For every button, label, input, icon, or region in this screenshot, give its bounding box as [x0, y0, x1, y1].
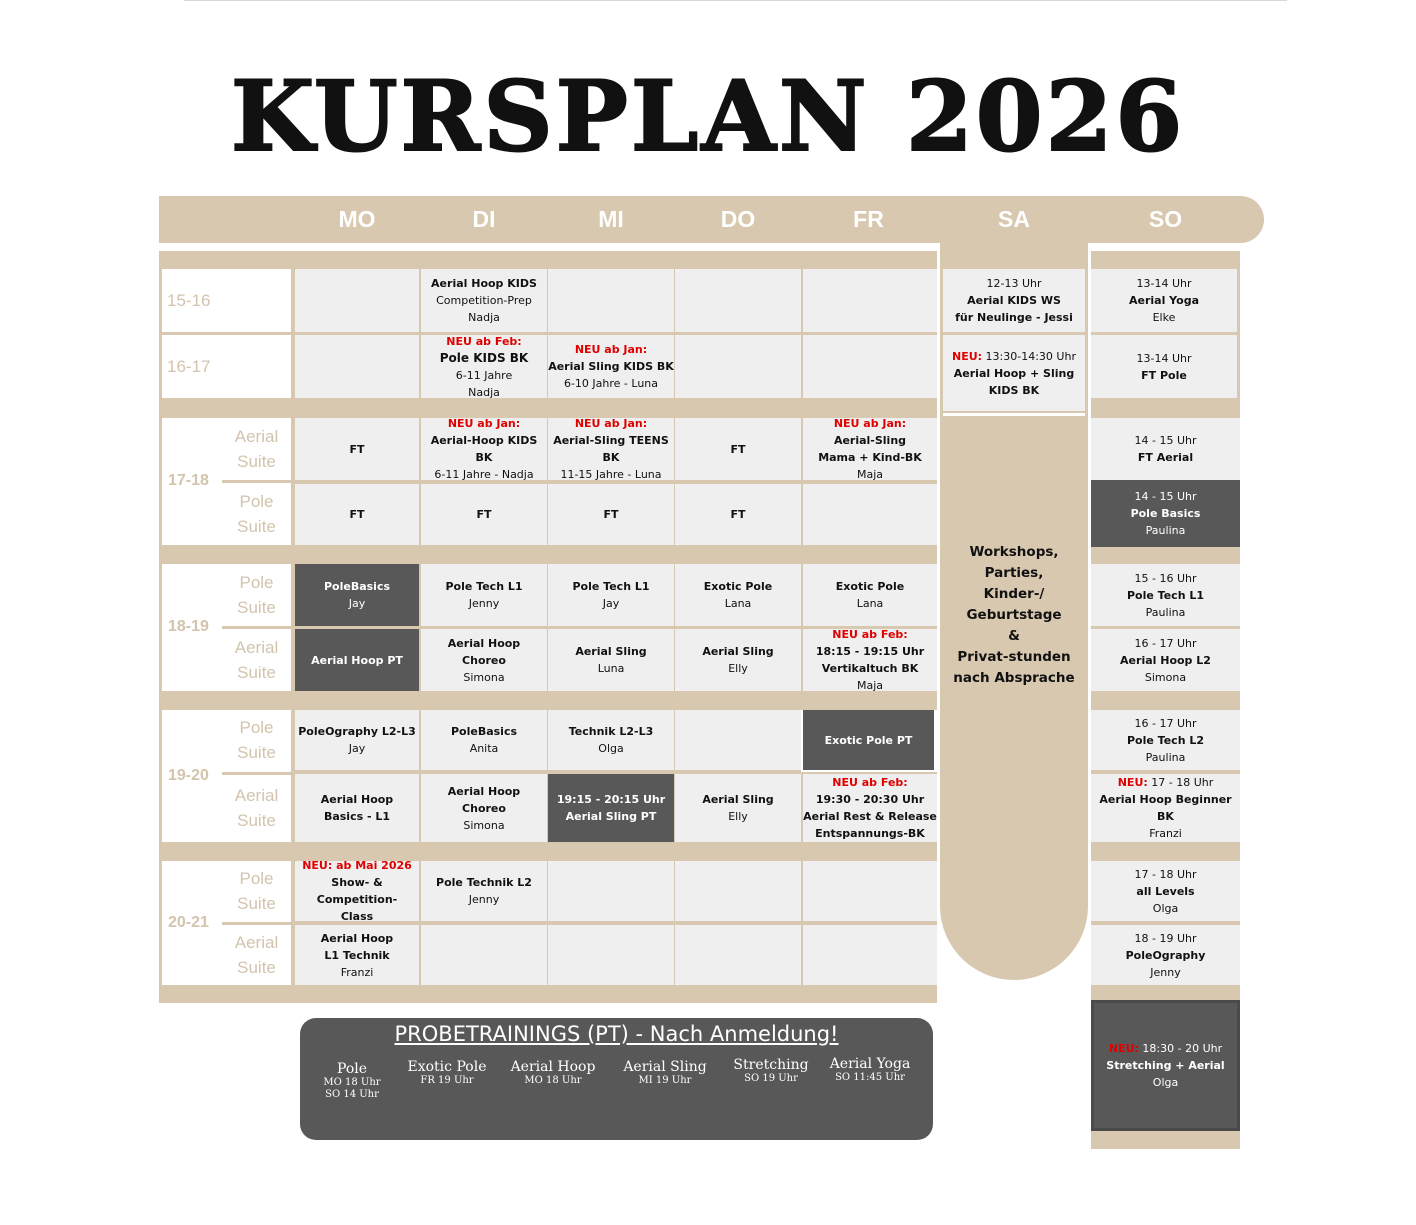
- slot: 19:15 - 20:15 Uhr Aerial Sling PT: [548, 774, 674, 842]
- slot: Exotic Pole Lana: [803, 564, 937, 626]
- day-header-so: SO: [1148, 206, 1183, 232]
- saturday-divider: [943, 413, 1085, 416]
- time-label: 19-20: [168, 767, 209, 784]
- slot-empty: [803, 861, 937, 921]
- room-label-aerial: Aerial Suite: [234, 786, 279, 830]
- slot: Aerial Hoop Choreo Simona: [421, 774, 547, 842]
- room-label-pole: Pole Suite: [237, 869, 276, 913]
- slot-empty: [675, 861, 801, 921]
- slot: Aerial Sling Elly: [675, 774, 801, 842]
- room-label-pole: Pole Suite: [237, 492, 276, 536]
- pt-item: Aerial Yoga SO 11:45 Uhr: [829, 1056, 911, 1083]
- sunday-slot: 16 - 17 Uhr Pole Tech L2 Paulina: [1091, 710, 1240, 770]
- day-header-do: DO: [720, 206, 756, 232]
- slot-empty: [803, 484, 937, 545]
- time-label: 16-17: [162, 335, 291, 398]
- slot: FT: [675, 418, 801, 480]
- saturday-slot: 12-13 Uhr Aerial KIDS WS für Neulinge - Jessi: [943, 269, 1085, 332]
- slot: Aerial Hoop Choreo Simona: [421, 629, 547, 691]
- slot: NEU ab Feb: 19:30 - 20:30 Uhr Aerial Rest & Release Entspannungs-BK: [803, 776, 937, 840]
- slot: NEU ab Jan: Aerial-Sling TEENS BK 11-15 Jahre - Luna: [548, 418, 674, 480]
- room-divider: [222, 922, 291, 925]
- slot: Exotic Pole PT: [803, 710, 934, 770]
- room-divider: [222, 480, 291, 483]
- pt-item: Aerial Hoop MO 18 Uhr: [510, 1059, 596, 1086]
- sunday-slot: NEU: 17 - 18 Uhr Aerial Hoop Beginner BK Franzi: [1091, 774, 1240, 842]
- sunday-slot: 17 - 18 Uhr all Levels Olga: [1091, 861, 1240, 921]
- slot-empty: [675, 335, 801, 398]
- slot: Exotic Pole Lana: [675, 564, 801, 626]
- slot: PoleBasics Anita: [421, 710, 547, 770]
- slot: FT: [421, 484, 547, 545]
- slot: NEU ab Feb: 18:15 - 19:15 Uhr Vertikaltuch BK Maja: [803, 629, 937, 691]
- time-label: 18-19: [168, 618, 209, 635]
- slot-empty: [803, 925, 937, 985]
- slot: NEU ab Jan: Aerial Sling KIDS BK 6-10 Jahre - Luna: [548, 335, 674, 398]
- time-label: 15-16: [162, 269, 291, 332]
- room-label-pole: Pole Suite: [237, 573, 276, 617]
- room-label-aerial: Aerial Suite: [234, 638, 279, 682]
- slot-empty: [803, 269, 937, 332]
- slot: Aerial Hoop Basics - L1: [295, 774, 419, 842]
- sunday-slot: 13-14 Uhr FT Pole: [1091, 335, 1237, 398]
- slot: Aerial Sling Luna: [548, 629, 674, 691]
- slot: NEU ab Feb: Pole KIDS BK 6-11 Jahre Nadja: [421, 335, 547, 398]
- top-rule: [184, 0, 1287, 1]
- slot-empty: [675, 269, 801, 332]
- room-divider: [222, 626, 291, 629]
- slot: Aerial Hoop L1 Technik Franzi: [295, 925, 419, 985]
- slot-empty: [548, 925, 674, 985]
- slot: Aerial Hoop PT: [295, 629, 419, 691]
- room-label-aerial: Aerial Suite: [234, 933, 279, 977]
- slot: FT: [548, 484, 674, 545]
- slot: Pole Tech L1 Jenny: [421, 564, 547, 626]
- slot: NEU: ab Mai 2026 Show- & Competition- Class: [295, 861, 419, 921]
- slot: PoleOgraphy L2-L3 Jay: [295, 710, 419, 770]
- time-label: 17-18: [168, 472, 209, 489]
- time-label: 20-21: [168, 914, 209, 931]
- slot: Aerial Sling Elly: [675, 629, 801, 691]
- room-label-aerial: Aerial Suite: [234, 427, 279, 471]
- slot: PoleBasics Jay: [295, 564, 419, 626]
- slot-empty: [803, 335, 937, 398]
- slot: FT: [295, 484, 419, 545]
- pt-item: Aerial Sling MI 19 Uhr: [623, 1059, 707, 1086]
- slot-empty: [295, 335, 419, 398]
- slot: NEU ab Jan: Aerial-Sling Mama + Kind-BK Maja: [803, 418, 937, 480]
- sunday-slot: 13-14 Uhr Aerial Yoga Elke: [1091, 269, 1237, 332]
- slot: Pole Tech L1 Jay: [548, 564, 674, 626]
- slot: NEU ab Jan: Aerial-Hoop KIDS BK 6-11 Jahre - Nadja: [421, 418, 547, 480]
- slot-empty: [675, 925, 801, 985]
- slot-empty: [675, 710, 801, 770]
- day-header-mi: MI: [598, 206, 624, 232]
- probetrainings-title: PROBETRAININGS (PT) - Nach Anmeldung!: [394, 1022, 839, 1046]
- slot-empty: [295, 269, 419, 332]
- room-label-pole: Pole Suite: [237, 718, 276, 762]
- room-divider: [222, 772, 291, 775]
- day-header-sa: SA: [998, 206, 1030, 232]
- slot-empty: [548, 269, 674, 332]
- slot: Technik L2-L3 Olga: [548, 710, 674, 770]
- day-header-mo: MO: [338, 206, 376, 232]
- sunday-slot: 14 - 15 Uhr FT Aerial: [1091, 418, 1240, 480]
- slot: FT: [675, 484, 801, 545]
- slot: Pole Technik L2 Jenny: [421, 861, 547, 921]
- saturday-info: Workshops, Parties, Kinder-/ Geburtstage & Privat-stunden nach Absprache: [953, 544, 1075, 686]
- sunday-slot: 18 - 19 Uhr PoleOgraphy Jenny: [1091, 925, 1240, 985]
- slot-empty: [421, 925, 547, 985]
- sunday-slot: 14 - 15 Uhr Pole Basics Paulina: [1091, 480, 1240, 547]
- saturday-slot: NEU: 13:30-14:30 Uhr Aerial Hoop + Sling KIDS BK: [943, 335, 1085, 411]
- pt-item: Stretching SO 19 Uhr: [733, 1057, 809, 1084]
- sunday-slot: 16 - 17 Uhr Aerial Hoop L2 Simona: [1091, 629, 1240, 691]
- day-header-fr: FR: [853, 206, 884, 232]
- sunday-slot: 15 - 16 Uhr Pole Tech L1 Paulina: [1091, 564, 1240, 626]
- page-title: KURSPLAN 2026: [230, 60, 1186, 173]
- pt-item: Pole MO 18 Uhr SO 14 Uhr: [323, 1061, 381, 1100]
- slot-empty: [548, 861, 674, 921]
- sunday-slot: NEU: 18:30 - 20 Uhr Stretching + Aerial Olga: [1091, 1000, 1240, 1131]
- pt-item: Exotic Pole FR 19 Uhr: [407, 1059, 487, 1086]
- slot: FT: [295, 418, 419, 480]
- slot: Aerial Hoop KIDS Competition-Prep Nadja: [421, 269, 547, 332]
- day-header-di: DI: [472, 206, 496, 232]
